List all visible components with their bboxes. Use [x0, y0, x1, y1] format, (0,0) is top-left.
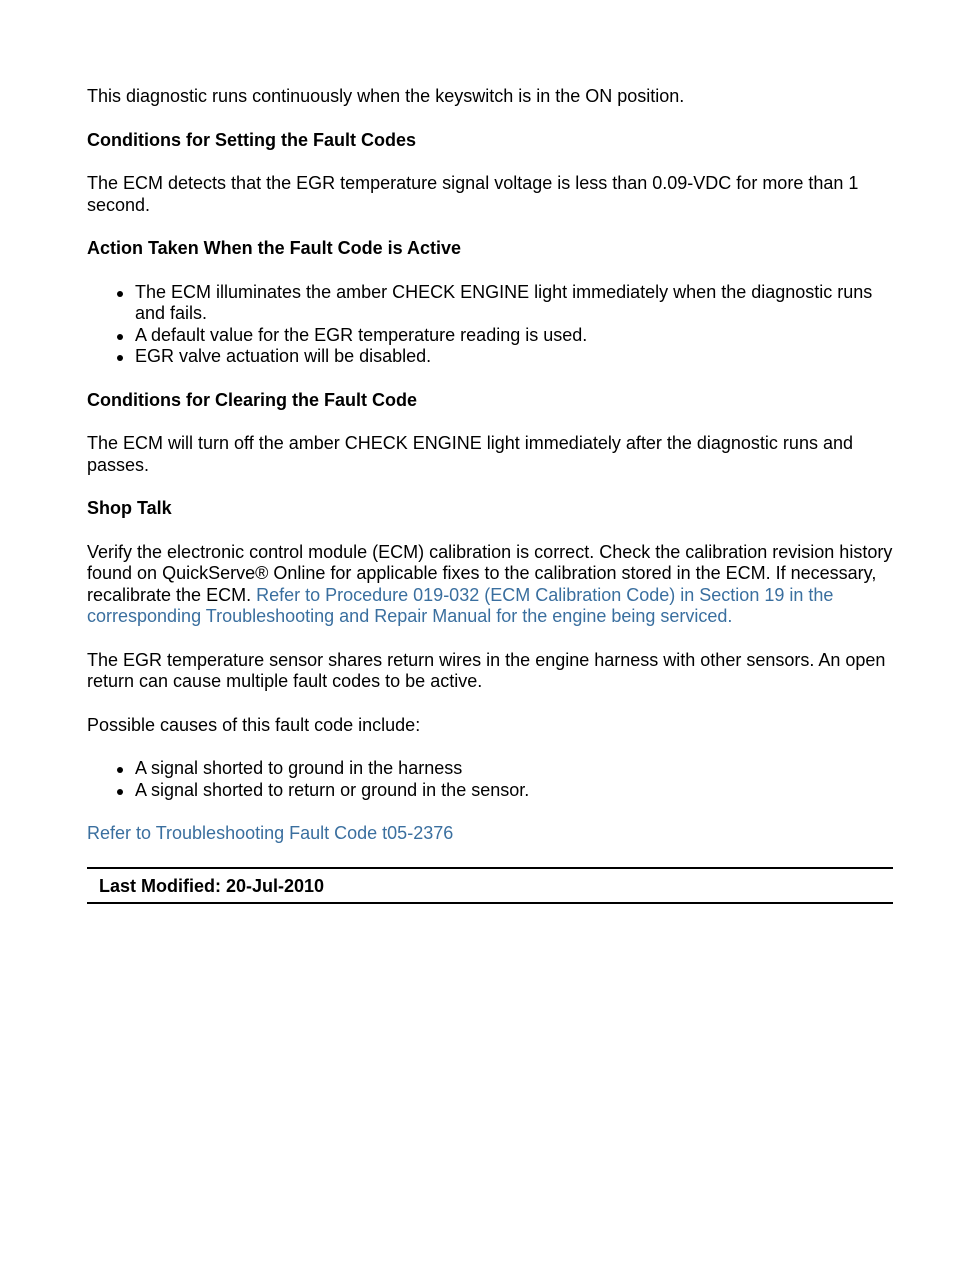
- action-heading: Action Taken When the Fault Code is Active: [87, 238, 462, 258]
- setting-heading: Conditions for Setting the Fault Codes: [87, 129, 416, 150]
- list-item: A default value for the EGR temperature reading is used.: [135, 325, 893, 347]
- document-page: [87, 86, 893, 904]
- ecm-calibration-procedure-link[interactable]: Refer to Procedure 019-032 (ECM Calibration Code) in Section 19 in the corresponding Troubleshooting and Repair Manual for the engine being serviced.: [87, 584, 834, 626]
- clearing-heading: Conditions for Clearing the Fault Code: [87, 389, 417, 410]
- list-item: The ECM illuminates the amber CHECK ENGINE light immediately when the diagnostic runs and fails.: [135, 282, 893, 325]
- last-modified-label: Last Modified: 20-Jul-2010: [99, 875, 325, 896]
- clearing-text: The ECM will turn off the amber CHECK ENGINE light immediately after the diagnostic runs and passes.: [87, 433, 853, 475]
- possible-causes-intro: Possible causes of this fault code include:: [87, 714, 421, 735]
- intro-text: This diagnostic runs continuously when the keyswitch is in the ON position.: [87, 86, 685, 106]
- troubleshooting-fault-code-link[interactable]: Refer to Troubleshooting Fault Code t05-2376: [87, 823, 454, 843]
- action-list: [87, 282, 893, 368]
- list-item: A signal shorted to return or ground in the sensor.: [135, 780, 893, 802]
- causes-list: [87, 758, 893, 801]
- setting-text: The ECM detects that the EGR temperature signal voltage is less than 0.09-VDC for more than 1 second.: [87, 173, 859, 215]
- list-item: A signal shorted to ground in the harness: [135, 758, 893, 780]
- shop-talk-paragraph: [87, 542, 893, 628]
- shared-return-text: The EGR temperature sensor shares return wires in the engine harness with other sensors. An open return can cause multiple fault codes to be active.: [87, 649, 886, 691]
- shop-talk-text: Verify the electronic control module (ECM) calibration is correct. Check the calibration revision history found on QuickServe® Online for applicable fixes to the calibration stored in the ECM. If necessary, recalibrate the ECM.: [87, 541, 893, 605]
- last-modified-table: [87, 867, 893, 905]
- list-item: EGR valve actuation will be disabled.: [135, 346, 893, 368]
- shop-talk-heading: Shop Talk: [87, 498, 172, 518]
